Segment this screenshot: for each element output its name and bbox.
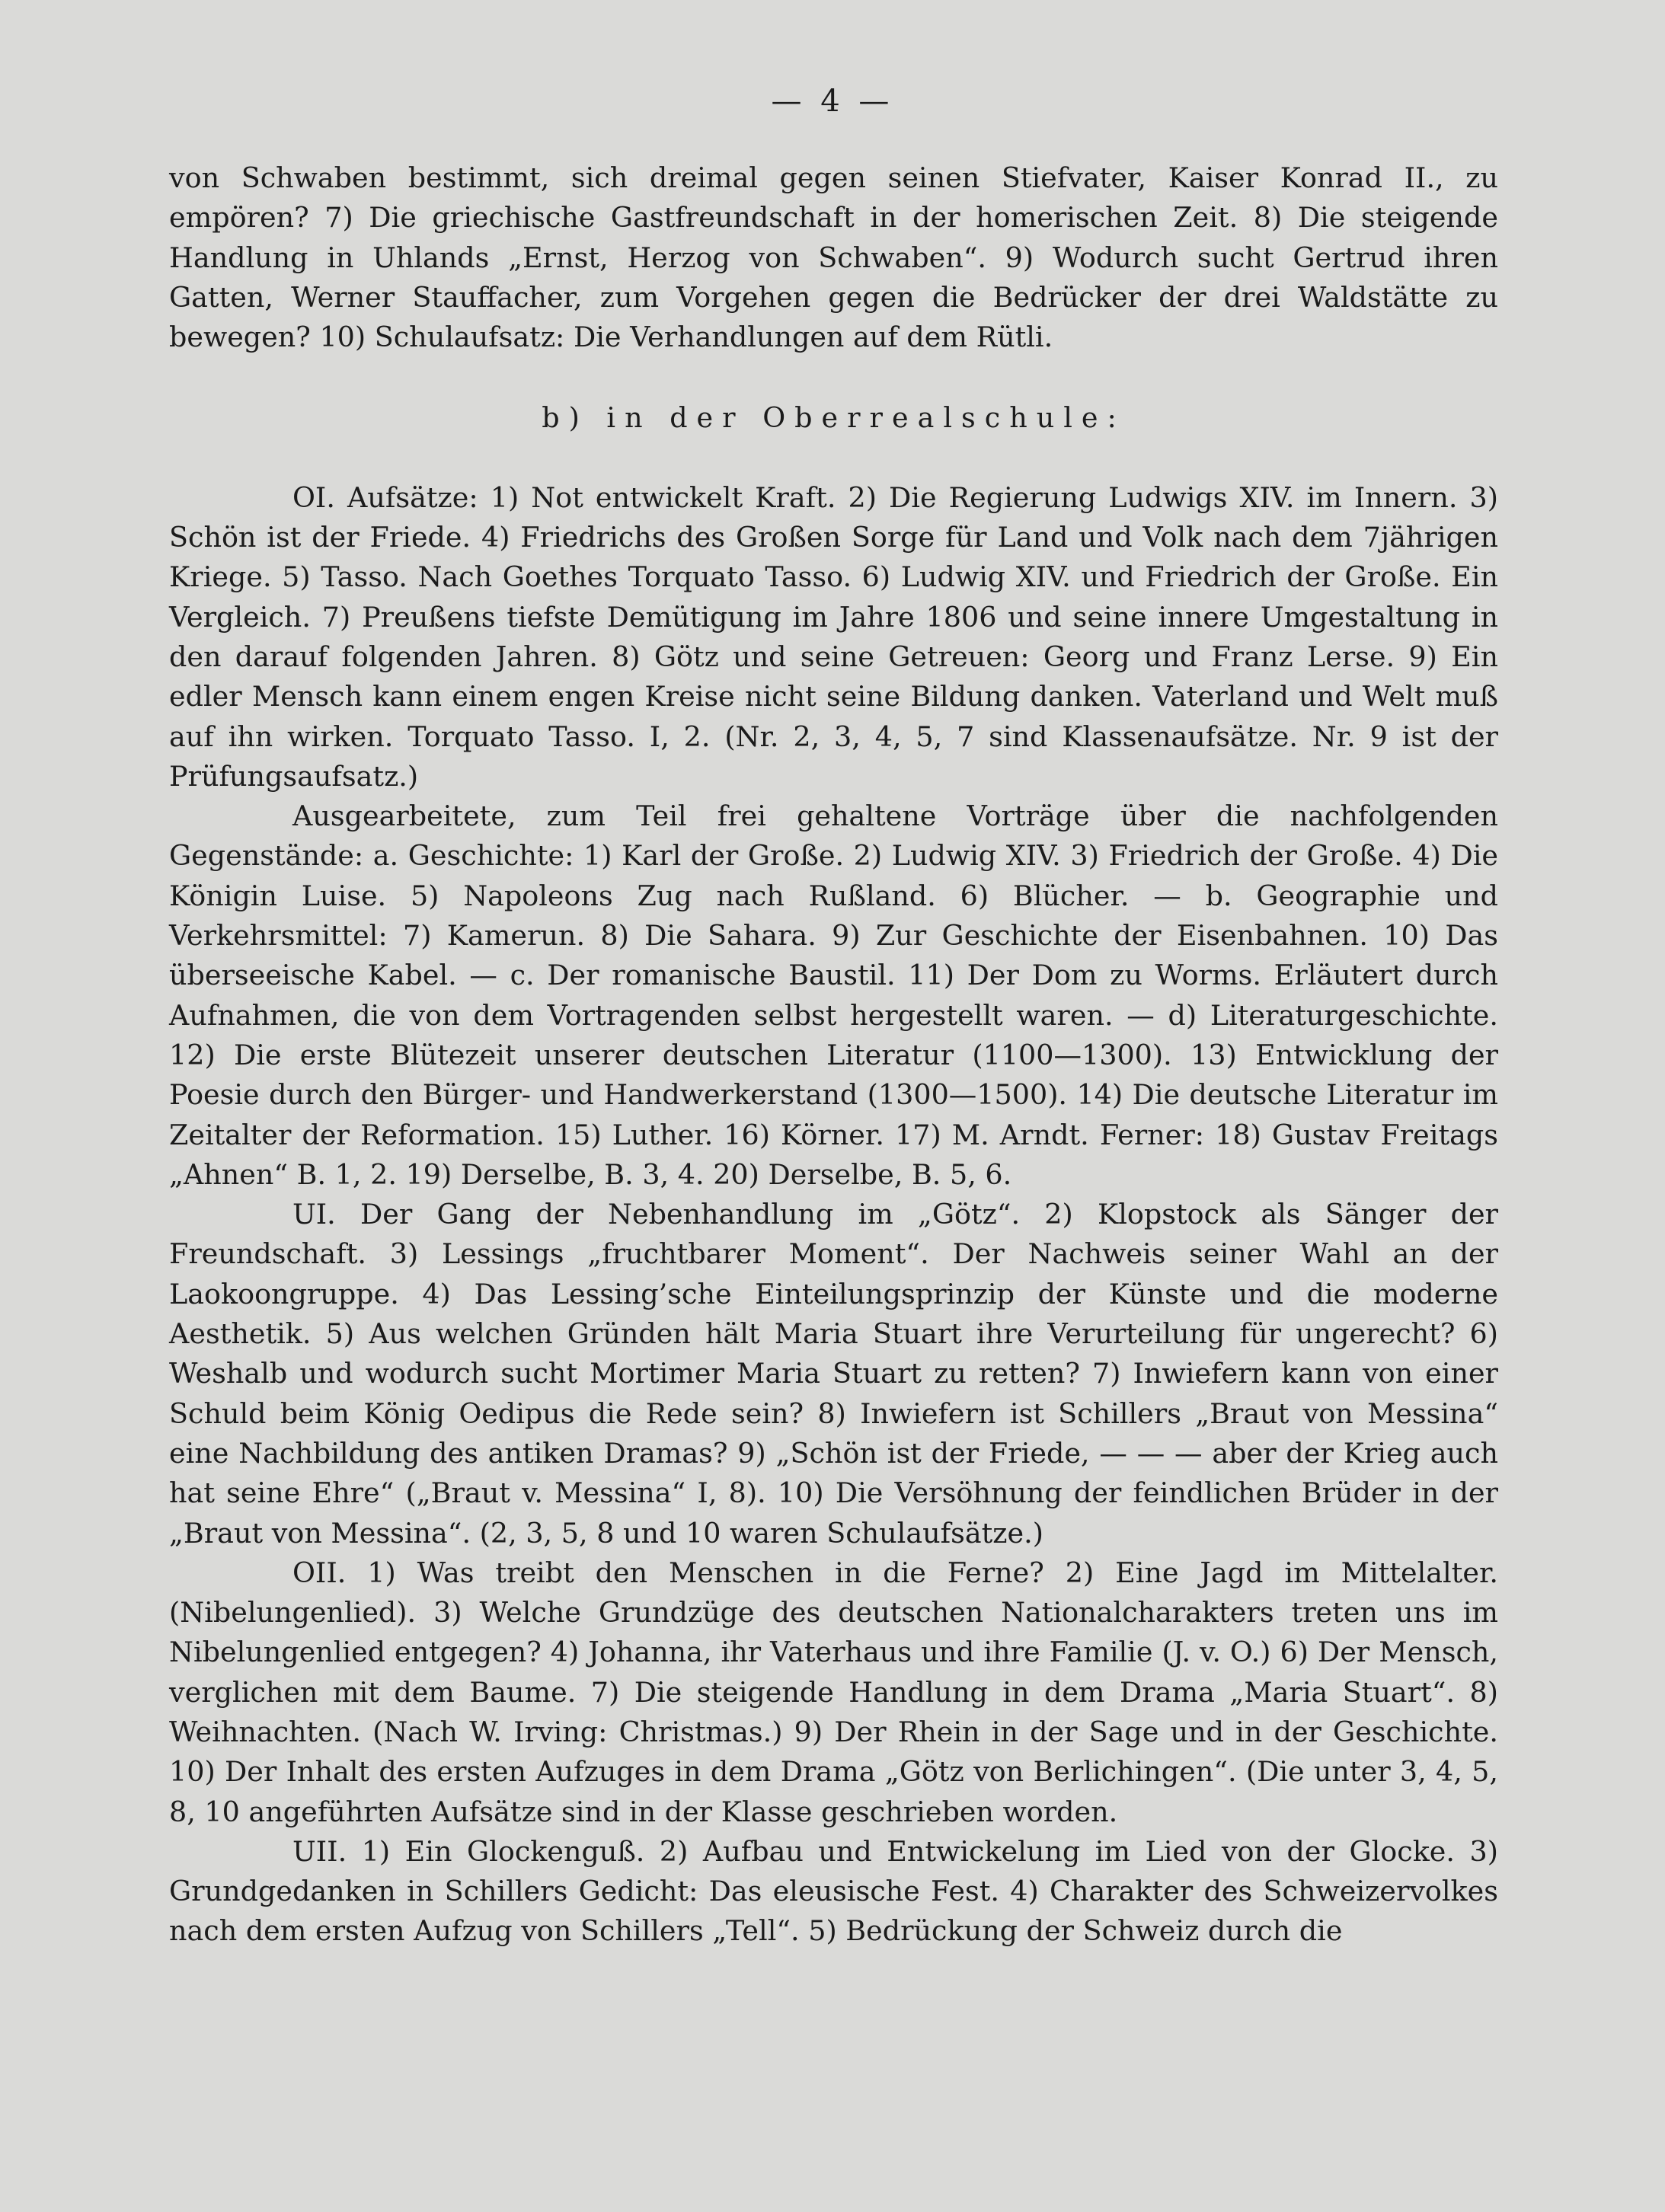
section-heading: b) in der Oberrealschule: (542, 401, 1126, 435)
paragraph-vortraege: Ausgearbeitete, zum Teil frei gehaltene Vorträge über die nachfolgenden Gegenstände: a. Geschichte: 1) Karl der Große. 2) Ludwig XIV. 3) Friedrich der Große. 4) Die Königin Luise. 5) Napoleons Zug nach Rußland. 6) Blücher. — b. Geographie und Verkehrsmittel: 7) Kamerun. 8) Die Sahara. 9) Zur Geschichte der Eisenbahnen. 10) Das überseeische Kabel. — c. Der romanische Baustil. 11) Der Dom zu Worms. Erläutert durch Aufnahmen, die von dem Vortragenden selbst hergestellt waren. — d) Literaturgeschichte. 12) Die erste Blütezeit unserer deutschen Literatur (1100—1300). 13) Entwicklung der Poesie durch den Bürger- und Handwerkerstand (1300—1500). 14) Die deutsche Literatur im Zeitalter der Reformation. 15) Luther. 16) Körner. 17) M. Arndt. Ferner: 18) Gustav Freitags „Ahnen“ B. 1, 2. 19) Derselbe, B. 3, 4. 20) Derselbe, B. 5, 6. (169, 800, 1498, 1191)
paragraph-oi: OI. Aufsätze: 1) Not entwickelt Kraft. 2) Die Regierung Ludwigs XIV. im Innern. 3) Schön ist der Friede. 4) Friedrichs des Großen Sorge für Land und Volk nach dem 7jährigen Kriege. 5) Tasso. Nach Goethes Torquato Tasso. 6) Ludwig XIV. und Friedrich der Große. Ein Vergleich. 7) Preußens tiefste Demütigung im Jahre 1806 und seine innere Umgestaltung in den darauf folgenden Jahren. 8) Götz und seine Getreuen: Georg und Franz Lerse. 9) Ein edler Mensch kann einem engen Kreise nicht seine Bildung danken. Vaterland und Welt muß auf ihn wirken. Torquato Tasso. I, 2. (Nr. 2, 3, 4, 5, 7 sind Klassenaufsätze. Nr. 9 ist der Prüfungsaufsatz.) (169, 480, 1498, 793)
paragraph-ui: UI. Der Gang der Nebenhandlung im „Götz“. 2) Klopstock als Sänger der Freundschaft. 3) Lessings „fruchtbarer Moment“. Der Nachweis seiner Wahl an der Laokoongruppe. 4) Das Lessing’sche Einteilungsprinzip der Künste und die moderne Aesthetik. 5) Aus welchen Gründen hält Maria Stuart ihre Verurteilung für ungerecht? 6) Weshalb und wodurch sucht Mortimer Maria Stuart zu retten? 7) Inwiefern kann von einer Schuld beim König Oedipus die Rede sein? 8) Inwiefern ist Schillers „Braut von Messina“ eine Nachbildung des antiken Dramas? 9) „Schön ist der Friede, — — — aber der Krieg auch hat seine Ehre“ („Braut v. Messina“ I, 8). 10) Die Versöhnung der feindlichen Brüder in der „Braut von Messina“. (2, 3, 5, 8 und 10 waren Schulaufsätze.) (169, 1198, 1498, 1550)
page-number: — 4 — (771, 84, 894, 119)
paragraph-uii: UII. 1) Ein Glockenguß. 2) Aufbau und Entwickelung im Lied von der Glocke. 3) Grundgedanken in Schillers Gedicht: Das eleusische Fest. 4) Charakter des Schweizervolkes nach dem ersten Aufzug von Schillers „Tell“. 5) Bedrückung der Schweiz durch die (169, 1834, 1498, 1948)
page-body (169, 158, 1498, 1952)
paragraph-continuation: von Schwaben bestimmt, sich dreimal gegen seinen Stiefvater, Kaiser Konrad II., zu empören? 7) Die griechische Gastfreundschaft in der homerischen Zeit. 8) Die steigende Handlung in Uhlands „Ernst, Herzog von Schwaben“. 9) Wodurch sucht Gertrud ihren Gatten, Werner Stauffacher, zum Vorgehen gegen die Bedrücker der drei Waldstätte zu bewegen? 10) Schulaufsatz: Die Verhandlungen auf dem Rütli. (169, 161, 1498, 354)
paragraph-oii: OII. 1) Was treibt den Menschen in die Ferne? 2) Eine Jagd im Mittelalter. (Nibelungenlied). 3) Welche Grundzüge des deutschen Nationalcharakters treten uns im Nibelungenlied entgegen? 4) Johanna, ihr Vaterhaus und ihre Familie (J. v. O.) 6) Der Mensch, verglichen mit dem Baume. 7) Die steigende Handlung in dem Drama „Maria Stuart“. 8) Weihnachten. (Nach W. Irving: Christmas.) 9) Der Rhein in der Sage und in der Geschichte. 10) Der Inhalt des ersten Aufzuges in dem Drama „Götz von Berlichingen“. (Die unter 3, 4, 5, 8, 10 angeführten Aufsätze sind in der Klasse geschrieben worden. (169, 1556, 1498, 1828)
